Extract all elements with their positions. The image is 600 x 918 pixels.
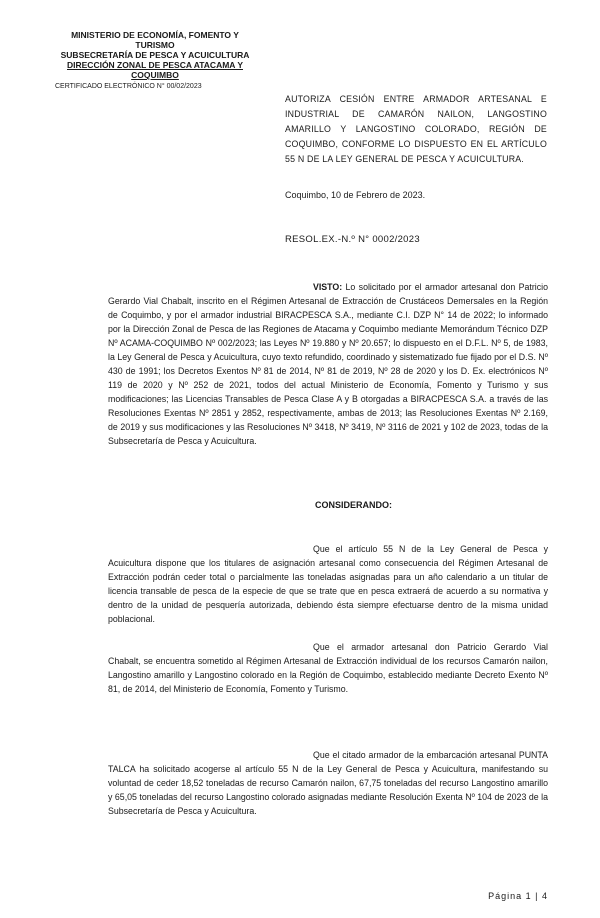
considerando-heading: CONSIDERANDO:	[315, 500, 393, 510]
considerando-paragraph-3: Que el citado armador de la embarcación artesanal PUNTA TALCA ha solicitado acogerse al artículo 55 N de la Ley General de Pesca y Acuicultura, manifestando su voluntad de ceder 18,52 toneladas de recurso Camarón nailon, 67,75 toneladas del recurso Langostino amarillo y 65,05 toneladas del recurso Langostino colorado asignadas mediante Resolución Exenta Nº 104 de 2023 de la Subsecretaría de Pesca y Acuicultura.	[108, 750, 548, 816]
ministry-name: MINISTERIO DE ECONOMÍA, FOMENTO Y TURISMO	[71, 30, 239, 50]
subsecretariat-name: SUBSECRETARÍA DE PESCA Y ACUICULTURA	[60, 50, 250, 60]
resolution-number: RESOL.EX.-N.º N° 0002/2023	[285, 234, 420, 245]
resolution-subject: AUTORIZA CESIÓN ENTRE ARMADOR ARTESANAL E INDUSTRIAL DE CAMARÓN NAILON, LANGOSTINO AMARILLO Y LANGOSTINO COLORADO, REGIÓN DE COQUIMBO, CONFORME LO DISPUESTO EN EL ARTÍCULO 55 N DE LA LEY GENERAL DE PESCA Y ACUICULTURA.	[285, 94, 547, 164]
page-number: Página 1 | 4	[488, 891, 548, 901]
visto-label: VISTO:	[313, 282, 343, 292]
document-date: Coquimbo, 10 de Febrero de 2023.	[285, 190, 426, 200]
zonal-direction-region: COQUIMBO	[131, 70, 179, 80]
considerando-paragraph-2: Que el armador artesanal don Patricio Gerardo Vial Chabalt, se encuentra sometido al Régimen Artesanal de Extracción individual de los recursos Camarón nailon, Langostino amarillo y Langostino colorado en la Región de Coquimbo, establecido mediante Decreto Exento Nº 81, de 2014, del Ministerio de Economía, Fomento y Turismo.	[108, 642, 548, 694]
institution-header	[55, 30, 255, 92]
certificate-line: CERTIFICADO ELECTRÓNICO N° 00/02/2023	[55, 83, 202, 90]
zonal-direction-name: DIRECCIÓN ZONAL DE PESCA ATACAMA Y	[67, 60, 243, 70]
considerando-paragraph-1: Que el artículo 55 N de la Ley General de Pesca y Acuicultura dispone que los titulares de asignación artesanal como consecuencia del Régimen Artesanal de Extracción podrán ceder total o parcialmente las toneladas asignadas para un año calendario a un titular de licencia transable de pesca de la especie de que se trate que en pesca extraerá de acuerdo a su normativa y dentro de la unidad de pesquería autorizada, debiendo ésta siempre efectuarse dentro de la misma unidad poblacional.	[108, 544, 548, 624]
visto-paragraph	[108, 280, 548, 448]
visto-text: Lo solicitado por el armador artesanal don Patricio Gerardo Vial Chabalt, inscrito en el Régimen Artesanal de Extracción de Crustáceos Demersales en la Región de Coquimbo, y por el armador industrial BIRACPESCA S.A., mediante C.I. DZP N° 14 de 2022; lo informado por la Dirección Zonal de Pesca de las Regiones de Atacama y Coquimbo mediante Memorándum Técnico DZP Nº ACAMA-COQUIMBO Nº 002/2023; las Leyes Nº 19.880 y Nº 20.657; lo dispuesto en el D.F.L. Nº 5, de 1983, la Ley General de Pesca y Acuicultura, cuyo texto refundido, coordinado y sistematizado fue fijado por el D.S. Nº 430 de 1991; los Decretos Exentos Nº 81 de 2014, Nº 81 de 2019, Nº 28 de 2020 y los D. Ex. electrónicos Nº 119 de 2020 y Nº 252 de 2021, todos del actual Ministerio de Economía, Fomento y Turismo y sus modificaciones; las Licencias Transables de Pesca Clase A y B otorgadas a BIRACPESCA S.A. a través de las Resoluciones Exentas Nº 2851 y 2852, respectivamente, ambas de 2013; las Resoluciones Exentas Nº 2.169, de 2019 y sus modificaciones y las Resoluciones Nº 3418, Nº 3419, Nº 3116 de 2021 y 102 de 2023, todas de la Subsecretaría de Pesca y Acuicultura.	[108, 282, 548, 446]
